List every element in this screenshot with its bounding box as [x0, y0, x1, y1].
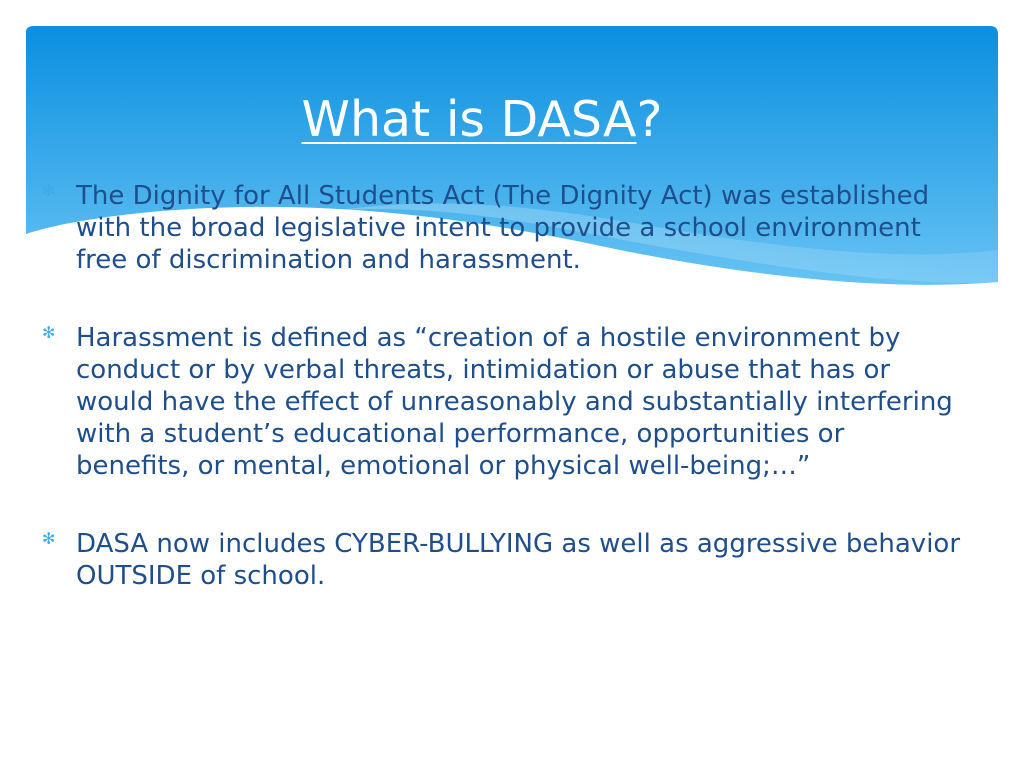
title-container [0, 92, 1024, 148]
slide-title [302, 92, 663, 148]
asterisk-bullet-icon: ✻ [42, 181, 56, 200]
slide-title-main: What is DASA [301, 91, 637, 148]
bullet-text: The Dignity for All Students Act (The Dignity Act) was established with the broad legislative intent to provide a school environment free of discrimination and harassment. [76, 181, 930, 275]
bullet-item [40, 180, 965, 276]
bullet-text: DASA now includes CYBER-BULLYING as well as aggressive behavior OUTSIDE of school. [76, 529, 961, 591]
slide-title-suffix: ? [636, 91, 663, 148]
asterisk-bullet-icon: ✻ [42, 529, 56, 548]
bullet-item [40, 322, 965, 482]
bullet-list [40, 180, 965, 592]
asterisk-bullet-icon: ✻ [42, 323, 56, 342]
bullet-item [40, 528, 965, 592]
bullet-text: Harassment is defined as “creation of a hostile environment by conduct or by verbal threats, intimidation or abuse that has or would have the effect of unreasonably and substantially interfering with a student’s educational performance, opportunities or benefits, or mental, emotional or physical well-being;…” [76, 323, 953, 481]
